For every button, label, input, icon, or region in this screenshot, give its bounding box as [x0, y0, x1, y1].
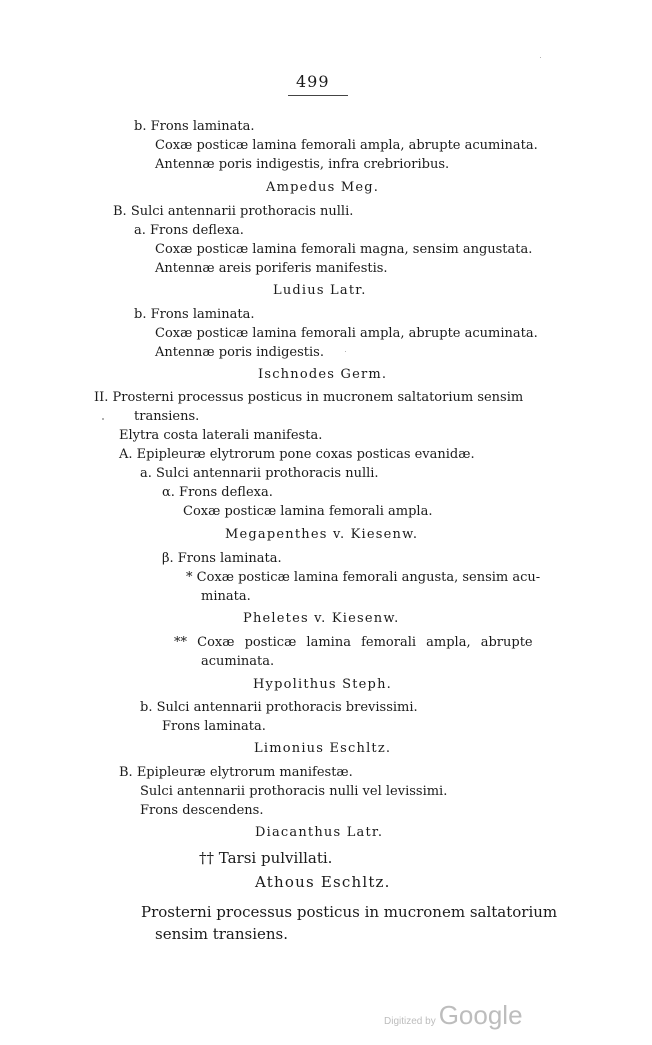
text-line: b. Frons laminata.: [134, 119, 255, 134]
genus-heading: Pheletes v. Kiesenw.: [243, 611, 400, 626]
text-line: α. Frons deflexa.: [162, 485, 273, 500]
text-line: * Coxæ posticæ lamina femorali angusta, sensim acu-: [186, 570, 541, 585]
text-line: ** Coxæ posticæ lamina femorali ampla, abrupte: [174, 635, 533, 650]
text-line: A. Epipleuræ elytrorum pone coxas posticas evanidæ.: [119, 447, 475, 462]
text-line: Elytra costa laterali manifesta.: [119, 428, 323, 443]
text-line: Antennæ poris indigestis.: [155, 345, 324, 360]
text-line: β. Frons laminata.: [162, 551, 282, 566]
print-speck: [102, 418, 104, 420]
genus-heading: Ampedus Meg.: [266, 180, 380, 195]
text-line: Antennæ areis poriferis manifestis.: [155, 261, 388, 276]
header-rule: [288, 95, 348, 96]
text-line: minata.: [201, 589, 251, 604]
text-line: a. Sulci antennarii prothoracis nulli.: [140, 466, 379, 481]
text-line: transiens.: [134, 409, 200, 424]
genus-heading: Diacanthus Latr.: [255, 825, 384, 840]
text-line: sensim transiens.: [155, 925, 289, 943]
text-line: B. Epipleuræ elytrorum manifestæ.: [119, 765, 353, 780]
text-line: b. Frons laminata.: [134, 307, 255, 322]
text-line: Frons laminata.: [162, 719, 266, 734]
text-line: Coxæ posticæ lamina femorali ampla.: [183, 504, 433, 519]
text-line: Prosterni processus posticus in mucronem saltatorium: [141, 903, 558, 921]
print-speck: [345, 351, 346, 352]
genus-heading: Ludius Latr.: [273, 283, 367, 298]
text-line: Coxæ posticæ lamina femorali ampla, abrupte acuminata.: [155, 326, 538, 341]
text-line: Coxæ posticæ lamina femorali magna, sensim angustata.: [155, 242, 533, 257]
watermark-prefix: Digitized by: [384, 1016, 436, 1027]
genus-heading: Ischnodes Germ.: [258, 367, 388, 382]
text-line: acuminata.: [201, 654, 275, 669]
google-watermark: [384, 1000, 523, 1031]
text-line: Sulci antennarii prothoracis nulli vel levissimi.: [140, 784, 448, 799]
text-line: †† Tarsi pulvillati.: [199, 849, 333, 867]
page-number: 499: [296, 72, 330, 91]
genus-heading: Hypolithus Steph.: [253, 677, 392, 692]
print-speck: [540, 57, 541, 58]
text-line: II. Prosterni processus posticus in mucronem saltatorium sensim: [94, 390, 524, 405]
text-line: Antennæ poris indigestis, infra crebrioribus.: [155, 157, 450, 172]
text-line: b. Sulci antennarii prothoracis brevissimi.: [140, 700, 418, 715]
text-line: a. Frons deflexa.: [134, 223, 244, 238]
watermark-brand: Google: [438, 1000, 523, 1030]
genus-heading: Limonius Eschltz.: [254, 741, 392, 756]
text-line: Frons descendens.: [140, 803, 264, 818]
text-line: Coxæ posticæ lamina femorali ampla, abrupte acuminata.: [155, 138, 538, 153]
genus-heading: Athous Eschltz.: [255, 873, 391, 891]
text-line: B. Sulci antennarii prothoracis nulli.: [113, 204, 354, 219]
genus-heading: Megapenthes v. Kiesenw.: [225, 527, 419, 542]
